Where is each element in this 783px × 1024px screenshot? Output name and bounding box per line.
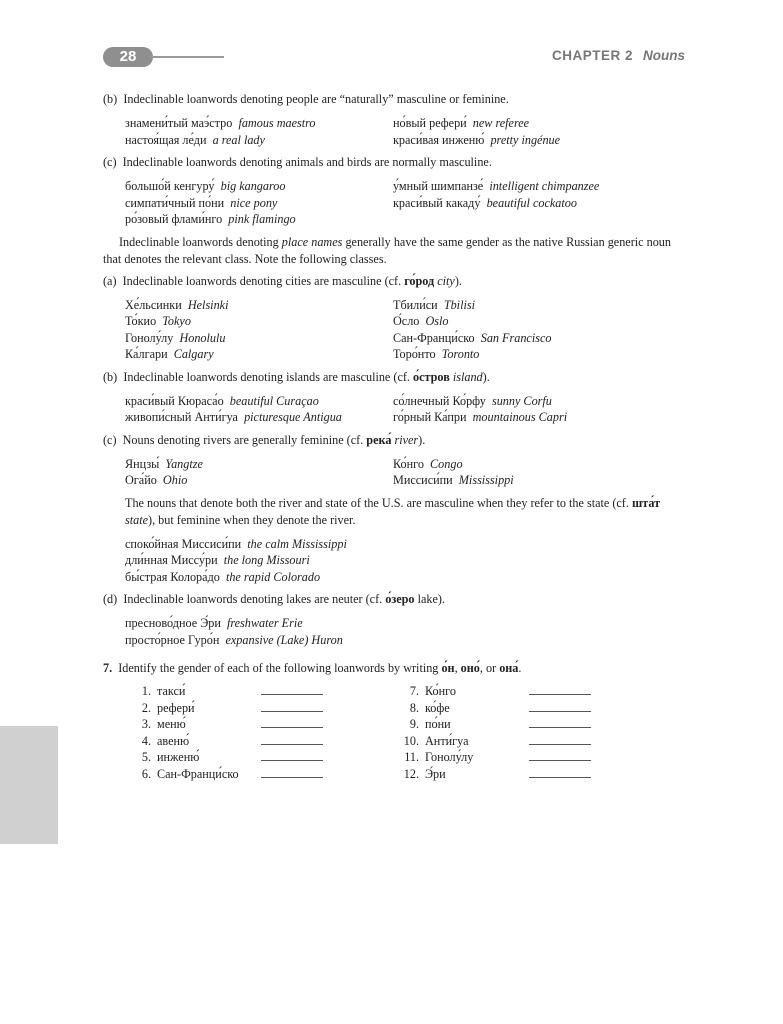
answer-blank[interactable] [529,701,591,712]
example-item: краси́вый какаду́ beautiful cockatoo [393,195,577,210]
example-item: дли́нная Миссу́ри the long Missouri [125,553,310,567]
exercise-item: 12. Э́ри [393,767,686,784]
exercise-7-instructions: 7. Identify the gender of each of the following loanwords by writing о́н, оно́, or она́. [103,661,522,675]
example-list [125,178,686,228]
exercise-item: 3. меню́ [125,717,393,734]
example-item: О́сло Oslo [393,314,449,328]
answer-blank[interactable] [529,684,591,695]
exercise-item: 1. такси́ [125,684,393,701]
exercise-item: 4. авеню́ [125,734,393,751]
answer-blank[interactable] [529,734,591,745]
example-list [125,297,686,363]
answer-blank[interactable] [261,717,323,728]
answer-blank[interactable] [529,750,591,761]
example-list [125,536,686,586]
exercise-item: 8. ко́фе [393,701,686,718]
example-item: Гонолу́лу Honolulu [125,330,226,345]
section-d-lakes: (d) Indeclinable loanwords denoting lakes are neuter (cf. о́зеро lake). [103,592,445,606]
example-item: Ка́лгари Calgary [125,347,214,361]
running-header [552,48,685,63]
answer-blank[interactable] [261,750,323,761]
exercise-item: 7. Ко́нго [393,684,686,701]
section-b-islands: (b) Indeclinable loanwords denoting islands are masculine (cf. о́стров island). [103,369,490,384]
example-item: просто́рное Гуро́н expansive (Lake) Huron [125,632,343,647]
answer-blank[interactable] [529,717,591,728]
section-b-people: (b) Indeclinable loanwords denoting people are “naturally” masculine or feminine. [103,92,509,106]
answer-blank[interactable] [529,767,591,778]
answer-blank[interactable] [261,701,323,712]
answer-blank[interactable] [261,734,323,745]
example-item: краси́вый Кюраса́о beautiful Curaçao [125,393,319,408]
example-item: Торо́нто Toronto [393,347,480,361]
place-names-paragraph: Indeclinable loanwords denoting place names generally have the same gender as the native Russian generic noun that denotes the relevant class. Note the following classes. [103,234,671,266]
example-item: со́лнечный Ко́рфу sunny Corfu [393,393,552,408]
example-item: но́вый рефери́ new referee [393,116,530,130]
example-item: споко́йная Миссиси́пи the calm Mississippi [125,536,347,551]
section-c-rivers: (c) Nouns denoting rivers are generally feminine (cf. река́ river). [103,432,426,447]
exercise-item: 11. Гонолу́лу [393,750,686,767]
example-list [125,456,686,489]
exercise-item: 5. инженю́ [125,750,393,767]
example-item: То́кио Tokyo [125,314,191,328]
example-item: Миссиси́пи Mississippi [393,473,514,487]
page-body [103,91,686,783]
example-item: краси́вая инженю́ pretty ingénue [393,132,561,147]
page-number: 28 [103,47,153,67]
section-label: Nouns [643,48,685,63]
answer-blank[interactable] [261,767,323,778]
example-item: го́рный Ка́при mountainous Capri [393,410,568,424]
example-item: живопи́сный Анти́гуа picturesque Antigua [125,410,342,424]
example-list [125,393,686,426]
example-item: симпати́чный по́ни nice pony [125,195,278,210]
exercise-item: 6. Сан-Франци́ско [125,767,393,784]
chapter-label: CHAPTER 2 [551,48,633,63]
exercise-item: 10. Анти́гуа [393,734,686,751]
example-list [125,115,686,148]
example-item: ро́зовый флами́нго pink flamingo [125,212,296,226]
header-rule [150,56,224,58]
example-item: настоя́щая ле́ди a real lady [125,132,265,147]
answer-blank[interactable] [261,684,323,695]
example-item: Хе́льсинки Helsinki [125,297,229,312]
section-c-animals: (c) Indeclinable loanwords denoting animals and birds are normally masculine. [103,155,492,169]
section-a-cities: (a) Indeclinable loanwords denoting cities are masculine (cf. го́род city). [103,273,462,288]
exercise-answer-list [125,684,686,783]
example-list [125,615,686,648]
example-item: бы́страя Колора́до the rapid Colorado [125,569,321,584]
side-thumb-tab [0,726,58,844]
rivers-note: The nouns that denote both the river and state of the U.S. are masculine when they refer to the state (cf. шта́т state), but feminine when they denote the river. [125,495,661,527]
example-item: Тбили́си Tbilisi [393,297,475,312]
example-item: Сан-Франци́ско San Francisco [393,330,552,345]
example-item: Янцзы́ Yangtze [125,456,203,471]
example-item: у́мный шимпанзе́ intelligent chimpanzee [393,179,600,193]
example-item: пресново́дное Э́ри freshwater Erie [125,616,303,630]
example-item: Ога́йо Ohio [125,473,188,487]
example-item: знамени́тый маэ́стро famous maestro [125,116,316,130]
exercise-item: 2. рефери́ [125,701,393,718]
example-item: большо́й кенгуру́ big kangaroo [125,179,286,193]
example-item: Ко́нго Congo [393,456,463,471]
exercise-item: 9. по́ни [393,717,686,734]
